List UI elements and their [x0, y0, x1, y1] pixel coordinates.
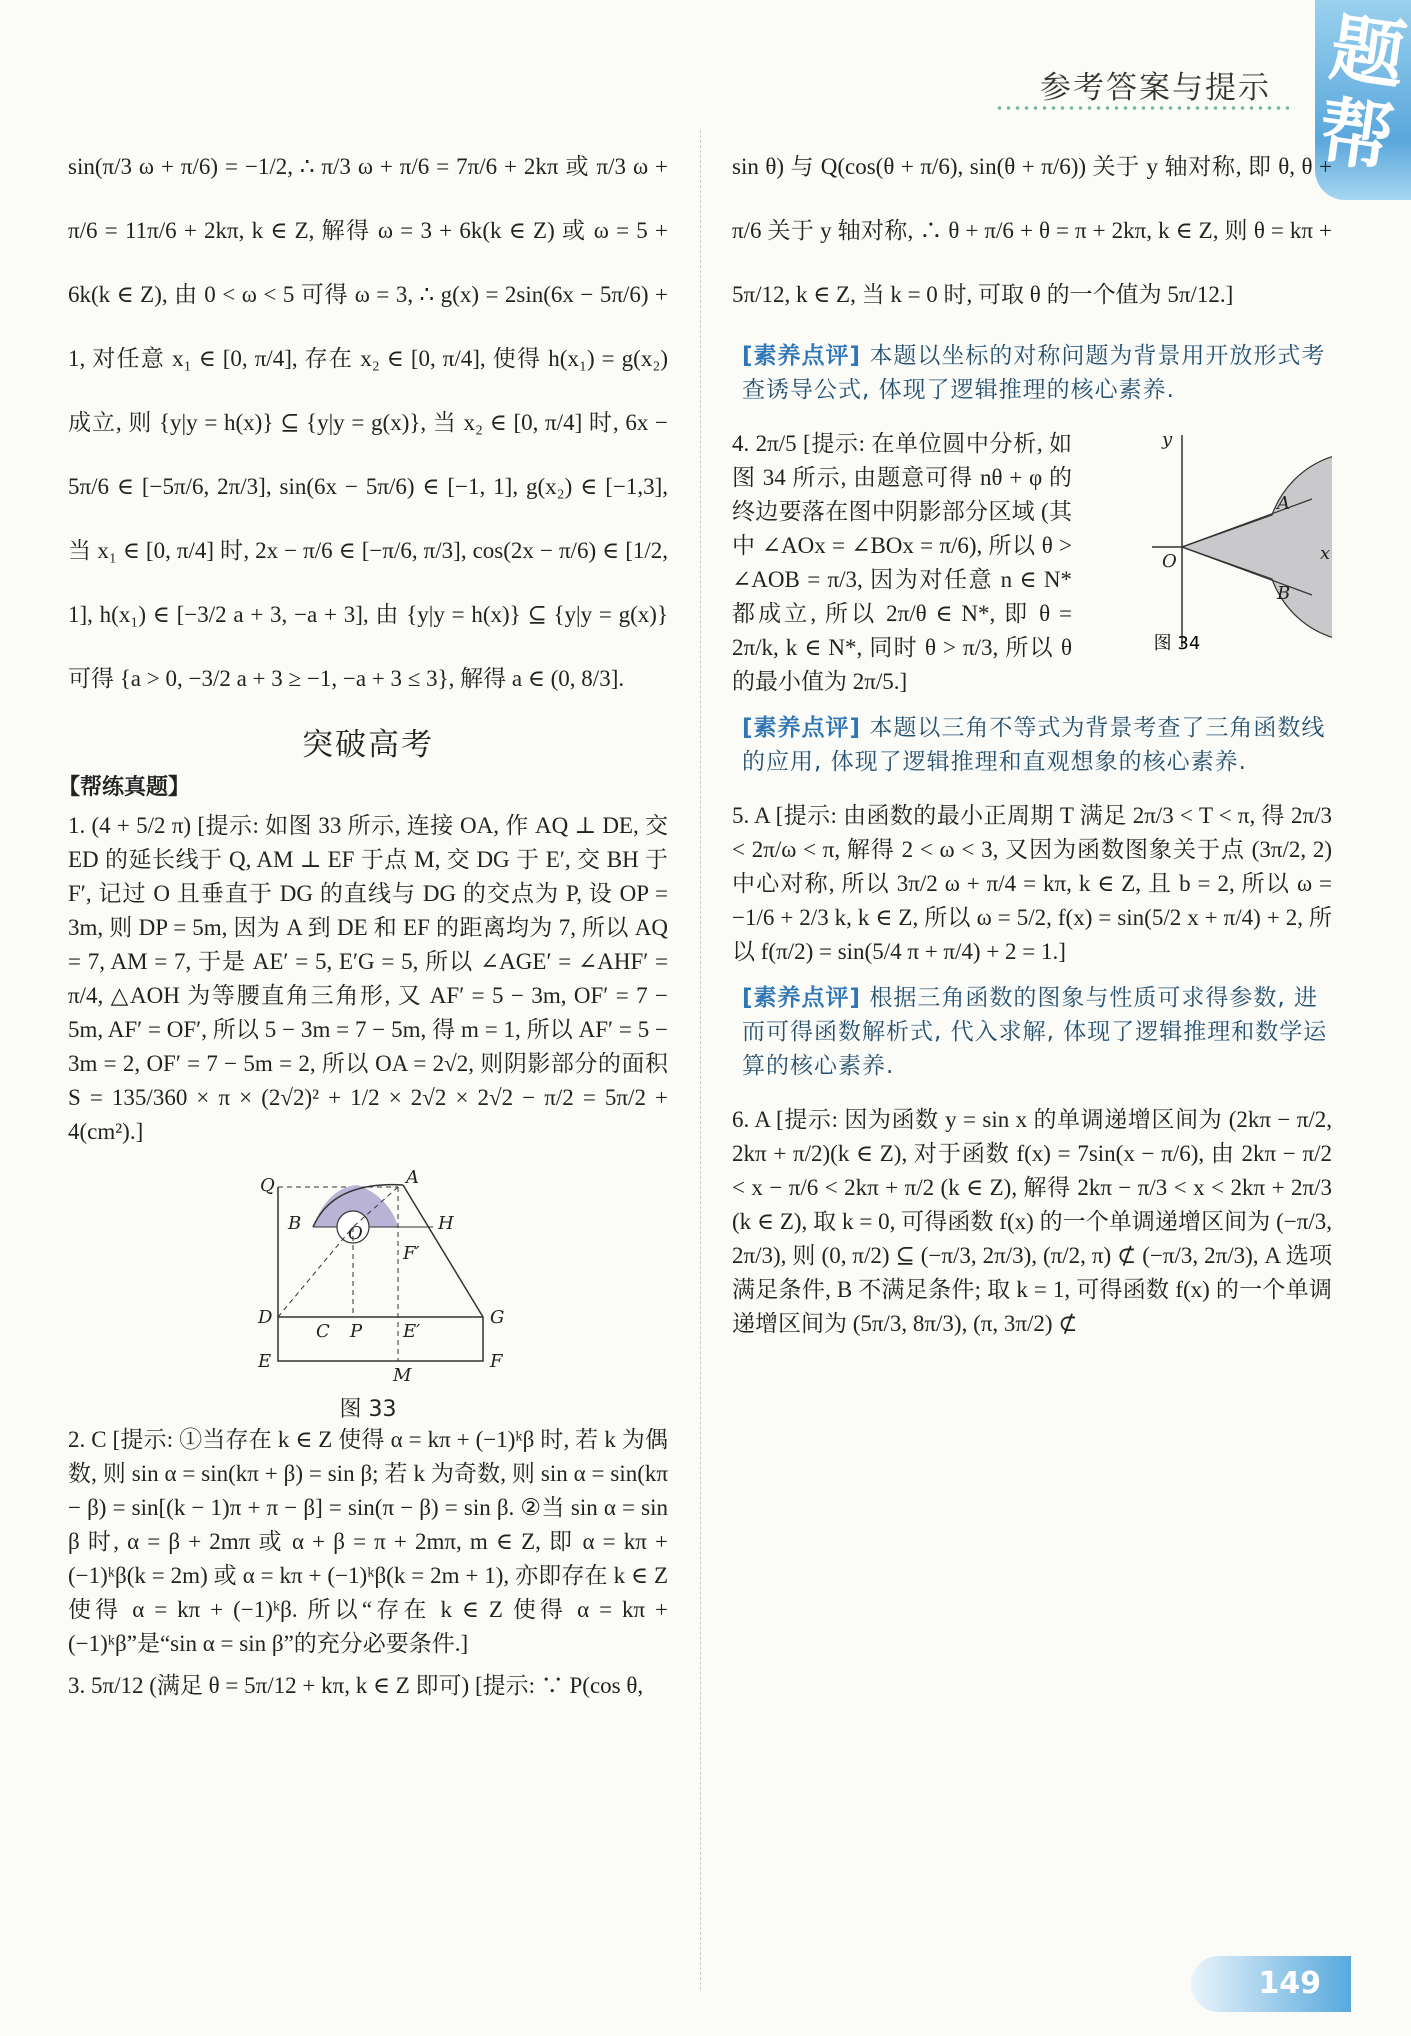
- question-2: [68, 1423, 668, 1661]
- fig33-label-c: C: [316, 1321, 330, 1342]
- fig34-label-a: A: [1277, 493, 1290, 514]
- question-3-continuation: sin θ) 与 Q(cos(θ + π/6), sin(θ + π/6)) 关于 y 轴对称, 即 θ, θ + π/6 关于 y 轴对称, ∴ θ + π/6 + θ = π + 2kπ, k ∈ Z, 则 θ = kπ + 5π/12, k ∈ Z, 当 k = 0 时, 可取 θ 的一个值为 5π/12.]: [732, 154, 1332, 307]
- right-column: [732, 135, 1332, 1349]
- fig34-label-y: y: [1162, 429, 1173, 450]
- fig33-label-h: H: [438, 1213, 454, 1234]
- fig33-label-d: D: [258, 1307, 273, 1328]
- fig34-label-b: B: [1277, 583, 1291, 604]
- fig34-label-x: x: [1320, 543, 1331, 564]
- figure-34-caption: 图 34: [1153, 633, 1201, 654]
- fig33-label-f: F: [490, 1351, 503, 1372]
- comment-3-text: 根据三角函数的图象与性质可求得参数, 进而可得函数解析式, 代入求解, 体现了逻辑推理和数学运算的核心素养.: [742, 985, 1328, 1079]
- question-4: [732, 427, 1332, 699]
- question-1-text: 1. (4 + 5/2 π) [提示: 如图 33 所示, 连接 OA, 作 AQ ⊥ DE, 交 ED 的延长线于 Q, AM ⊥ EF 于点 M, 交 DG 于 E′, 交 BH 于 F′, 记过 O 且垂直于 DG 的直线与 DG 的交点为 P, 设 OP = 3m, 则 DP = 5m, 因为 A 到 DE 和 EF 的距离均为 7, 所以 AQ = 7, AM = 7, 于是 AE′ = 5, E′G = 5, 所以 ∠AGE′ = ∠AHF′ = π/4, △AOH 为等腰直角三角形, 又 AF′ = 5 − 3m, OF′ = 7 − 5m, AF′ = OF′, 所以 5 − 3m = 7 − 5m, 得 m = 1, 所以 AF′ = 5 − 3m = 2, OF′ = 7 − 5m = 2, 所以 OA = 2√2, 则阴影部分的面积 S = 135/360 × π × (2√2)² + 1/2 × 2√2 × 2√2 − π/2 = 5π/2 + 4(cm²).]: [68, 813, 668, 1144]
- fig33-label-p: P: [350, 1321, 363, 1342]
- header-divider: [995, 106, 1295, 110]
- fig33-label-o: O: [348, 1223, 363, 1244]
- header-title: 参考答案与提示: [1040, 70, 1271, 106]
- question-4-text: 4. 2π/5 [提示: 在单位圆中分析, 如图 34 所示, 由题意可得 nθ + φ 的终边要落在图中阴影部分区域 (其中 ∠AOx = ∠BOx = π/6), 所以 θ > ∠AOB = π/3, 因为对任意 n ∈ N* 都成立, 所以 2π/θ ∈ N*, 即 θ = 2π/k, k ∈ N*, 同时 θ > π/3, 所以 θ 的最小值为 2π/5.]: [732, 431, 1072, 694]
- question-6: [732, 1103, 1332, 1341]
- comment-1: [742, 339, 1332, 407]
- section-title: 突破高考: [302, 727, 434, 763]
- figure-33: [238, 1167, 538, 1387]
- comment-1-text: 本题以坐标的对称问题为背景用开放形式考查诱导公式, 体现了逻辑推理的核心素养.: [742, 343, 1326, 403]
- question-6-text: 6. A [提示: 因为函数 y = sin x 的单调递增区间为 (2kπ − π/2, 2kπ + π/2)(k ∈ Z), 对于函数 f(x) = 7sin(x − π/6), 由 2kπ − π/2 < x − π/6 < 2kπ + π/2 (k ∈ Z), 解得 2kπ − π/3 < x < 2kπ + 2π/3 (k ∈ Z), 取 k = 0, 可得函数 f(x) 的一个单调递增区间为 (−π/3, 2π/3), 则 (0, π/2) ⊆ (−π/3, 2π/3), (π/2, π) ⊄ (−π/3, 2π/3), A 选项满足条件, B 不满足条件; 取 k = 1, 可得函数 f(x) 的一个单调递增区间为 (5π/3, 8π/3), (π, 3π/2) ⊄: [732, 1107, 1332, 1336]
- fig34-label-o: O: [1162, 551, 1177, 572]
- question-5: [732, 799, 1332, 969]
- figure-33-caption: 图 33: [339, 1397, 397, 1422]
- comment-3-tag: [素养点评]: [742, 985, 862, 1011]
- comment-1-tag: [素养点评]: [742, 343, 862, 369]
- question-5-text: 5. A [提示: 由函数的最小正周期 T 满足 2π/3 < T < π, 得 2π/3 < 2π/ω < π, 解得 2 < ω < 3, 又因为函数图象关于点 (3π/2, 2) 中心对称, 所以 3π/2 ω + π/4 = kπ, k ∈ Z, 且 b = 2, 所以 ω = −1/6 + 2/3 k, k ∈ Z, 所以 ω = 5/2, f(x) = sin(5/2 x + π/4) + 2, 所以 f(π/2) = sin(5/4 π + π/4) + 2 = 1.]: [732, 803, 1332, 964]
- fig33-label-m: M: [393, 1365, 412, 1386]
- figure-34: [1082, 427, 1332, 657]
- fig33-label-e: E: [258, 1351, 272, 1372]
- fig33-label-b: B: [288, 1213, 302, 1234]
- left-column: [58, 135, 668, 1711]
- fig33-label-g: G: [490, 1307, 505, 1328]
- question-3: [68, 1669, 668, 1703]
- page-number: 149: [1258, 1966, 1321, 2001]
- fig33-label-a: A: [406, 1167, 419, 1188]
- question-1: [68, 809, 668, 1423]
- comment-2: [742, 711, 1332, 779]
- brand-logo: 题帮: [1313, 4, 1411, 184]
- fig33-label-e-prime: E′: [403, 1321, 421, 1342]
- comment-2-text: 本题以三角不等式为背景考查了三角函数线的应用, 体现了逻辑推理和直观想象的核心素养.: [742, 715, 1326, 775]
- subsection-title: 【帮练真题】: [58, 775, 191, 800]
- answer-continuation: sin(π/3 ω + π/6) = −1/2, ∴ π/3 ω + π/6 = 7π/6 + 2kπ 或 π/3 ω + π/6 = 11π/6 + 2kπ, k ∈ Z, 解得 ω = 3 + 6k(k ∈ Z) 或 ω = 5 + 6k(k ∈ Z), 由 0 < ω < 5 可得 ω = 3, ∴ g(x) = 2sin(6x − 5π/6) + 1, 对任意 x₁ ∈ [0, π/4], 存在 x₂ ∈ [0, π/4], 使得 h(x₁) = g(x₂) 成立, 则 {y|y = h(x)} ⊆ {y|y = g(x)}, 当 x₂ ∈ [0, π/4] 时, 6x − 5π/6 ∈ [−5π/6, 2π/3], sin(6x − 5π/6) ∈ [−1, 1], g(x₂) ∈ [−1,3], 当 x₁ ∈ [0, π/4] 时, 2x − π/6 ∈ [−π/6, π/3], cos(2x − π/6) ∈ [1/2, 1], h(x₁) ∈ [−3/2 a + 3, −a + 3], 由 {y|y = h(x)} ⊆ {y|y = g(x)} 可得 {a > 0, −3/2 a + 3 ≥ −1, −a + 3 ≤ 3}, 解得 a ∈ (0, 8/3].: [68, 154, 668, 691]
- column-divider: [700, 130, 701, 1990]
- fig33-label-f-prime: F′: [403, 1243, 420, 1264]
- page-number-badge: [1191, 1956, 1351, 2012]
- fig33-label-q: Q: [260, 1175, 275, 1196]
- question-3-text: 3. 5π/12 (满足 θ = 5π/12 + kπ, k ∈ Z 即可) [提示: ∵ P(cos θ,: [68, 1673, 644, 1698]
- comment-2-tag: [素养点评]: [742, 715, 862, 741]
- comment-3: [742, 981, 1332, 1083]
- question-2-text: 2. C [提示: ①当存在 k ∈ Z 使得 α = kπ + (−1)ᵏβ 时, 若 k 为偶数, 则 sin α = sin(kπ + β) = sin β; 若 k 为奇数, 则 sin α = sin(kπ − β) = sin[(k − 1)π + π − β] = sin(π − β) = sin β. ②当 sin α = sin β 时, α = β + 2mπ 或 α + β = π + 2mπ, m ∈ Z, 即 α = kπ + (−1)ᵏβ(k = 2m) 或 α = kπ + (−1)ᵏβ(k = 2m + 1), 亦即存在 k ∈ Z 使得 α = kπ + (−1)ᵏβ. 所以“存在 k ∈ Z 使得 α = kπ + (−1)ᵏβ”是“sin α = sin β”的充分必要条件.]: [68, 1427, 668, 1656]
